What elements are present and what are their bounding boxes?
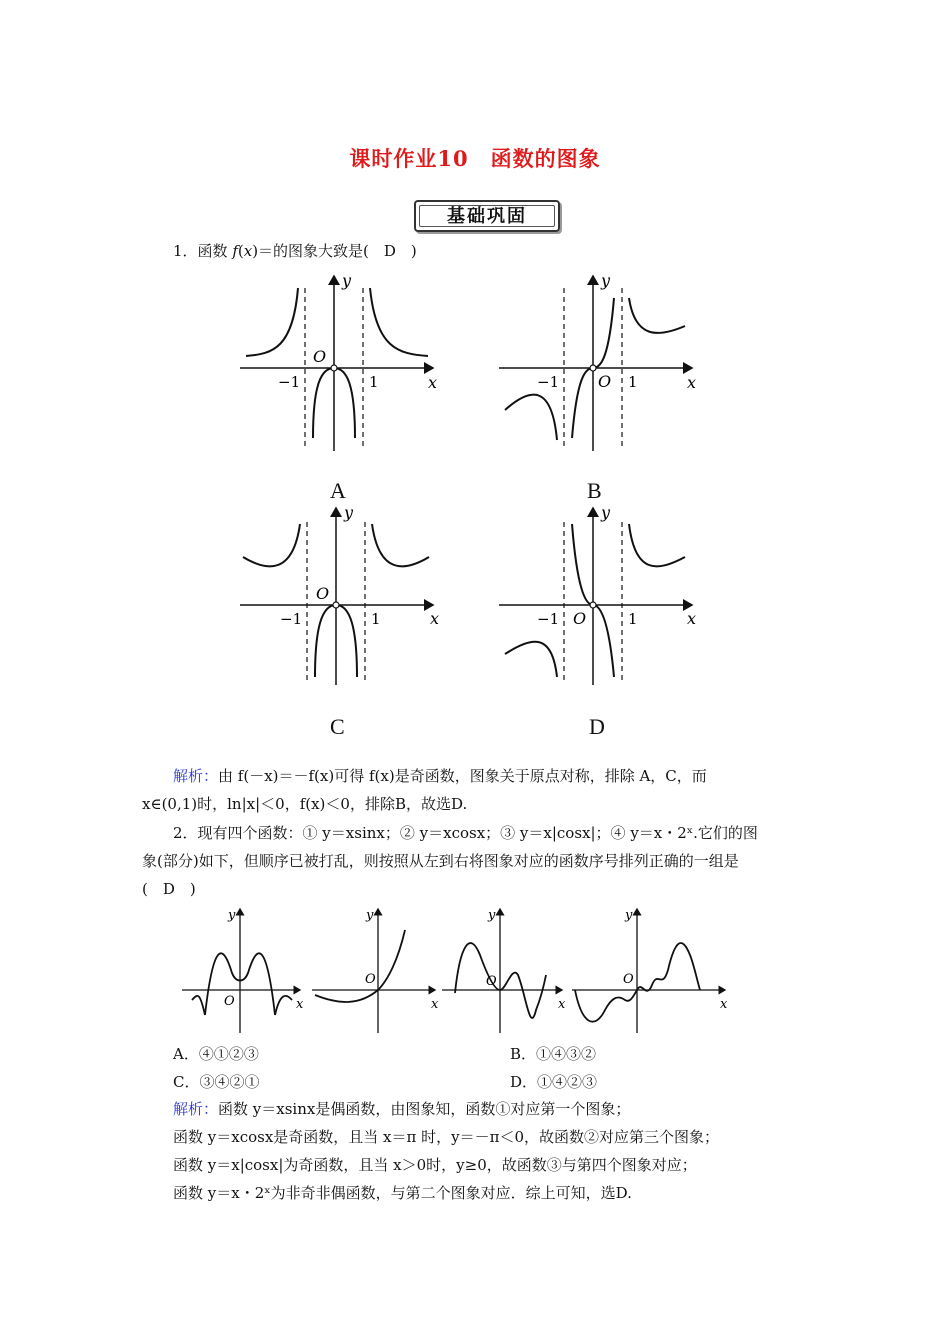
- graph-d: [497, 502, 707, 692]
- y-label: y: [366, 908, 374, 923]
- graph-b: [497, 268, 707, 458]
- tick-neg1: −1: [278, 373, 301, 391]
- graph-q2-3: [440, 905, 570, 1035]
- q2-stem-line-2: 象(部分)如下，但顺序已被打乱，则按照从左到右将图象对应的函数序号排列正确的一组是: [142, 852, 739, 870]
- y-label: y: [344, 503, 354, 522]
- x-label: x: [430, 609, 440, 628]
- x-label: x: [296, 997, 304, 1012]
- x-label: x: [687, 609, 697, 628]
- tick-1: 1: [371, 610, 381, 628]
- tick-1: 1: [628, 373, 638, 391]
- option-a: A．④①②③: [173, 1045, 259, 1063]
- section-label: 基础巩固: [419, 205, 555, 227]
- q1-analysis-line-2: x∈(0,1)时，ln|x|＜0，f(x)＜0，排除B，故选D.: [142, 795, 468, 813]
- option-c: C．③④②①: [173, 1073, 260, 1091]
- y-label: y: [601, 503, 611, 522]
- x-label: x: [558, 997, 566, 1012]
- graph-q2-1: [180, 905, 310, 1035]
- origin-label: O: [224, 994, 235, 1009]
- q2-analysis-line-2: 函数 y＝xcosx是奇函数，且当 x＝π 时，y＝－π＜0，故函数②对应第三个图象；: [173, 1128, 720, 1146]
- origin-label: O: [313, 347, 327, 366]
- q2-analysis-line-4: 函数 y＝x・2ˣ为非奇非偶函数，与第二个图象对应．综上可知，选D.: [173, 1184, 632, 1202]
- tick-neg1: −1: [280, 610, 303, 628]
- tick-neg1: −1: [537, 373, 560, 391]
- q2-stem-line-1: 2．现有四个函数：① y＝xsinx；② y＝xcosx；③ y＝x|cosx|；④ y＝x・2ˣ.它们的图: [173, 824, 758, 842]
- origin-label: O: [486, 974, 497, 989]
- panel-label-d: D: [589, 714, 605, 739]
- y-label: y: [228, 908, 236, 923]
- option-d: D．①④②③: [510, 1073, 598, 1091]
- y-label: y: [488, 908, 496, 923]
- tick-1: 1: [369, 373, 379, 391]
- y-label: y: [342, 271, 352, 290]
- x-label: x: [687, 373, 697, 392]
- x-label: x: [431, 997, 439, 1012]
- panel-label-c: C: [330, 714, 345, 739]
- y-label: y: [601, 271, 611, 290]
- origin-label: O: [598, 372, 612, 391]
- q2-analysis-line-3: 函数 y＝x|cosx|为奇函数，且当 x＞0时，y≥0，故函数③与第四个图象对应；: [173, 1156, 697, 1174]
- graph-q2-2: [310, 905, 440, 1035]
- tick-1: 1: [628, 610, 638, 628]
- q2-stem-line-3: ( D ): [142, 880, 196, 898]
- origin-label: O: [573, 609, 587, 628]
- page-title: 课时作业10 函数的图象: [349, 146, 601, 171]
- graph-a: [238, 268, 448, 458]
- q1-stem: 1．函数 f(x)＝的图象大致是( D ): [173, 242, 417, 260]
- q1-analysis-line-1: 解析：由 f(－x)＝－f(x)可得 f(x)是奇函数，图象关于原点对称，排除 A，C，而: [173, 767, 707, 785]
- graph-q2-4: [570, 905, 730, 1035]
- x-label: x: [720, 997, 728, 1012]
- origin-label: O: [316, 584, 330, 603]
- analysis-label: 解析：: [173, 1100, 219, 1118]
- y-label: y: [625, 908, 633, 923]
- option-b: B．①④③②: [510, 1045, 597, 1063]
- graph-c: [238, 502, 448, 692]
- x-label: x: [428, 373, 438, 392]
- q2-analysis-line-1: 解析：函数 y＝xsinx是偶函数，由图象知，函数①对应第一个图象；: [173, 1100, 631, 1118]
- panel-label-a: A: [330, 478, 346, 503]
- section-badge: [414, 200, 560, 232]
- tick-neg1: −1: [537, 610, 560, 628]
- analysis-label: 解析：: [173, 767, 219, 785]
- panel-label-b: B: [587, 478, 602, 503]
- origin-label: O: [623, 972, 634, 987]
- origin-label: O: [365, 972, 376, 987]
